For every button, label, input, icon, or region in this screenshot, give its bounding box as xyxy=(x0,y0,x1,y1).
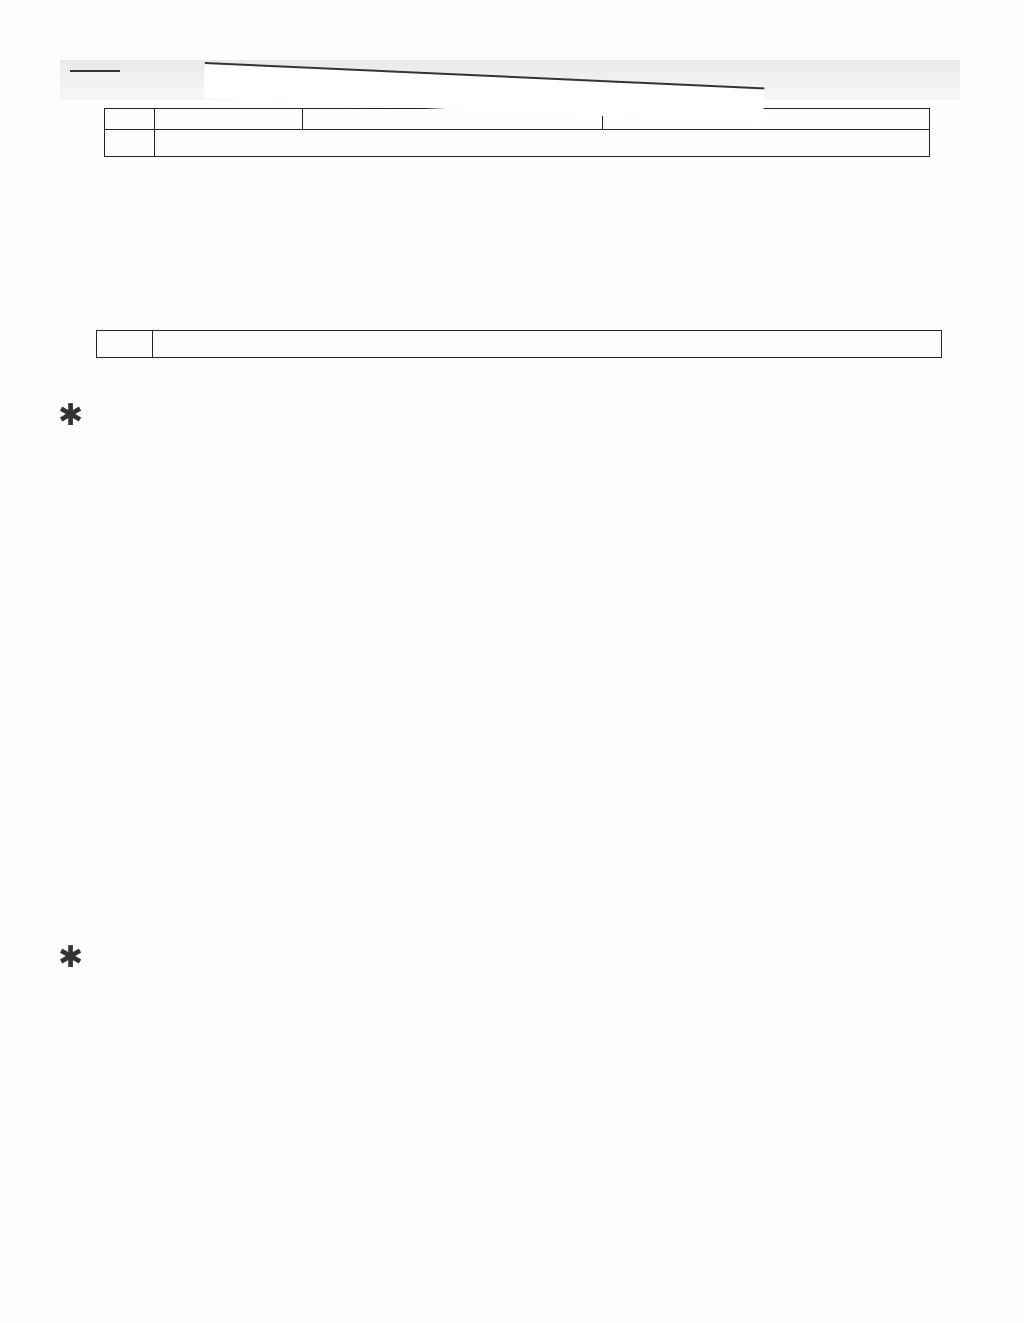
asterisk-mark: ✱ xyxy=(58,941,84,974)
section-title xyxy=(153,331,942,358)
section-no xyxy=(97,331,153,358)
margin-mark xyxy=(70,70,120,72)
section-row-1 xyxy=(105,130,930,157)
values-table-top xyxy=(104,108,930,157)
section-title xyxy=(155,130,930,157)
values-table-bottom xyxy=(96,330,942,358)
section-no xyxy=(105,130,155,157)
header-no xyxy=(105,109,155,130)
asterisk-mark: ✱ xyxy=(58,399,84,432)
header-nilai xyxy=(155,109,303,130)
section-row-2 xyxy=(97,331,942,358)
